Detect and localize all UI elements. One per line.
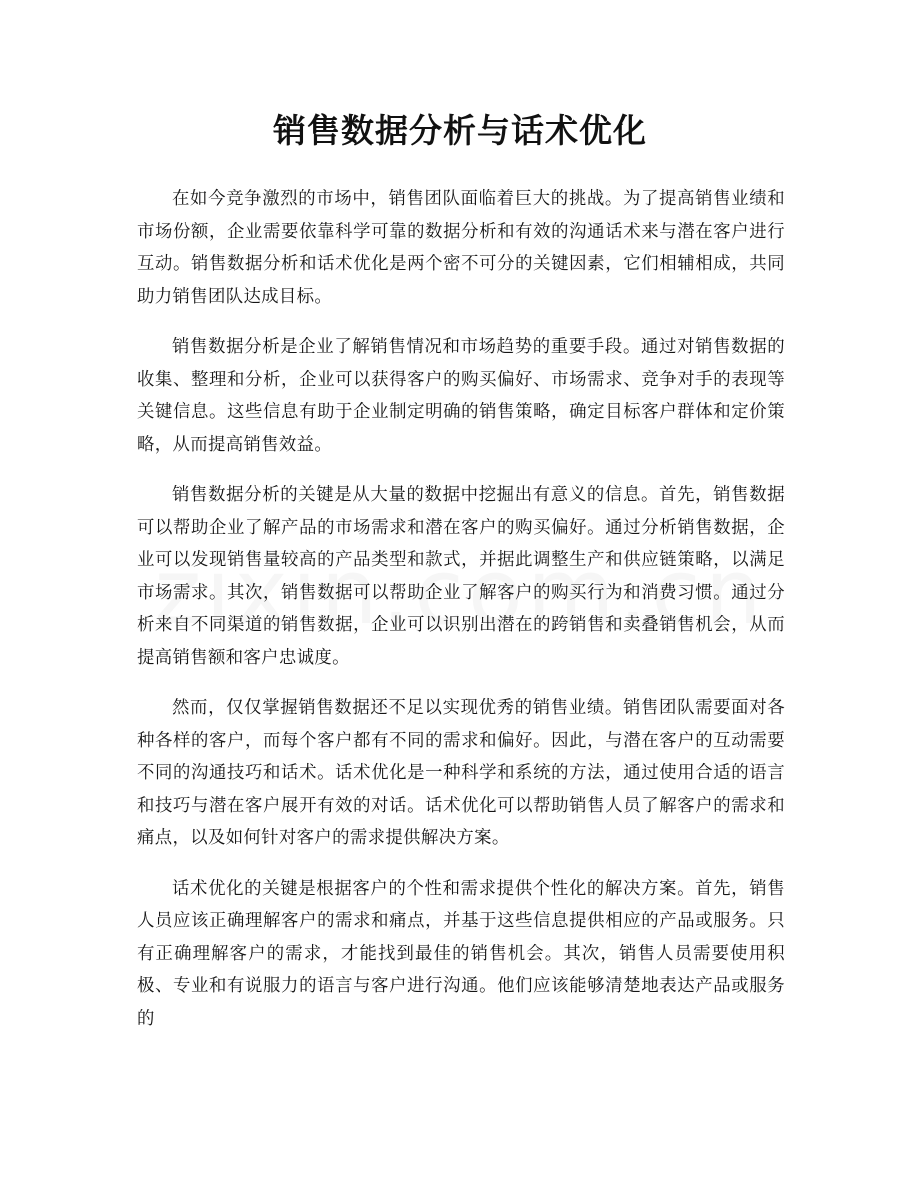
paragraph-4: 然而，仅仅掌握销售数据还不足以实现优秀的销售业绩。销售团队需要面对各种各样的客户，而每个客户都有不同的需求和偏好。因此，与潜在客户的互动需要不同的沟通技巧和话术。话术优化是一种科学和系统的方法，通过使用合适的语言和技巧与潜在客户展开有效的对话。话术优化可以帮助销售人员了解客户的需求和痛点，以及如何针对客户的需求提供解决方案。 — [137, 698, 785, 848]
paragraph-3: 销售数据分析的关键是从大量的数据中挖掘出有意义的信息。首先，销售数据可以帮助企业了解产品的市场需求和潜在客户的购买偏好。通过分析销售数据，企业可以发现销售量较高的产品类型和款式，并据此调整生产和供应链策略，以满足市场需求。其次，销售数据可以帮助企业了解客户的购买行为和消费习惯。通过分析来自不同渠道的销售数据，企业可以识别出潜在的跨销售和卖叠销售机会，从而提高销售额和客户忠诚度。 — [137, 485, 785, 668]
page-title: 销售数据分析与话术优化 — [273, 111, 647, 150]
paragraph-1: 在如今竞争激烈的市场中，销售团队面临着巨大的挑战。为了提高销售业绩和市场份额，企业需要依靠科学可靠的数据分析和有效的沟通话术来与潜在客户进行互动。销售数据分析和话术优化是两个密不可分的关键因素，它们相辅相成，共同助力销售团队达成目标。 — [137, 189, 785, 307]
paragraph-5: 话术优化的关键是根据客户的个性和需求提供个性化的解决方案。首先，销售人员应该正确理解客户的需求和痛点，并基于这些信息提供相应的产品或服务。只有正确理解客户的需求，才能找到最佳的销售机会。其次，销售人员需要使用积极、专业和有说服力的语言与客户进行沟通。他们应该能够清楚地表达产品或服务的 — [137, 878, 785, 1029]
paragraph-2: 销售数据分析是企业了解销售情况和市场趋势的重要手段。通过对销售数据的收集、整理和分析，企业可以获得客户的购买偏好、市场需求、竞争对手的表现等关键信息。这些信息有助于企业制定明确的销售策略，确定目标客户群体和定价策略，从而提高销售效益。 — [137, 337, 785, 455]
document-body — [137, 183, 785, 1053]
